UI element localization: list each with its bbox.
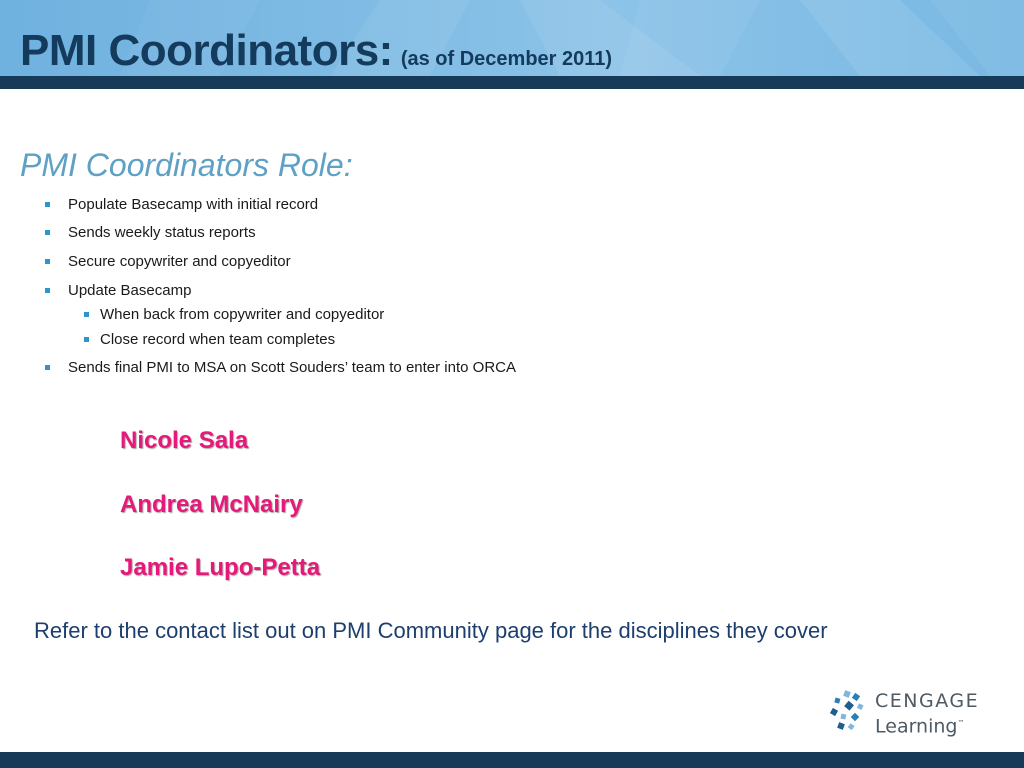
coordinator-name: Jamie Lupo-Petta [120, 554, 321, 581]
logo-line2-text: Learning [875, 715, 958, 738]
cengage-dots-icon [830, 690, 870, 732]
list-item-text: Update Basecamp [68, 282, 192, 299]
list-item [68, 253, 291, 270]
page-title [20, 26, 612, 76]
sub-list-item [100, 331, 335, 348]
header-rule [0, 76, 1024, 89]
list-item [68, 282, 191, 299]
square-bullet-icon [45, 202, 50, 207]
list-item-text: Populate Basecamp with initial record [68, 196, 319, 213]
list-item [68, 359, 516, 376]
logo-line2 [875, 712, 979, 737]
bottom-bar [0, 752, 1024, 768]
square-bullet-icon [45, 365, 50, 370]
sub-list-item-text: Close record when team completes [100, 331, 336, 348]
square-bullet-icon [84, 312, 89, 317]
square-bullet-icon [45, 259, 50, 264]
list-item-text: Sends final PMI to MSA on Scott Souders’ team to enter into ORCA [68, 359, 516, 376]
square-bullet-icon [45, 288, 50, 293]
list-item [68, 196, 318, 213]
sub-list-item [100, 306, 384, 323]
title-main: PMI Coordinators: [20, 26, 393, 75]
title-date-note: (as of December 2011) [400, 48, 613, 70]
square-bullet-icon [45, 230, 50, 235]
logo-wordmark [875, 690, 979, 737]
trademark-mark: ™ [957, 719, 965, 727]
role-heading: PMI Coordinators Role: [20, 147, 353, 183]
sub-list-item-text: When back from copywriter and copyeditor [100, 306, 385, 323]
list-item-text: Secure copywriter and copyeditor [68, 253, 291, 270]
cengage-logo [830, 688, 990, 740]
list-item-text: Sends weekly status reports [68, 224, 256, 241]
footer-note: Refer to the contact list out on PMI Community page for the disciplines they cover [34, 618, 828, 643]
coordinator-name: Nicole Sala [120, 427, 249, 454]
square-bullet-icon [84, 337, 89, 342]
logo-line1: CENGAGE [875, 690, 980, 712]
list-item [68, 224, 256, 241]
coordinator-name: Andrea McNairy [120, 491, 303, 518]
